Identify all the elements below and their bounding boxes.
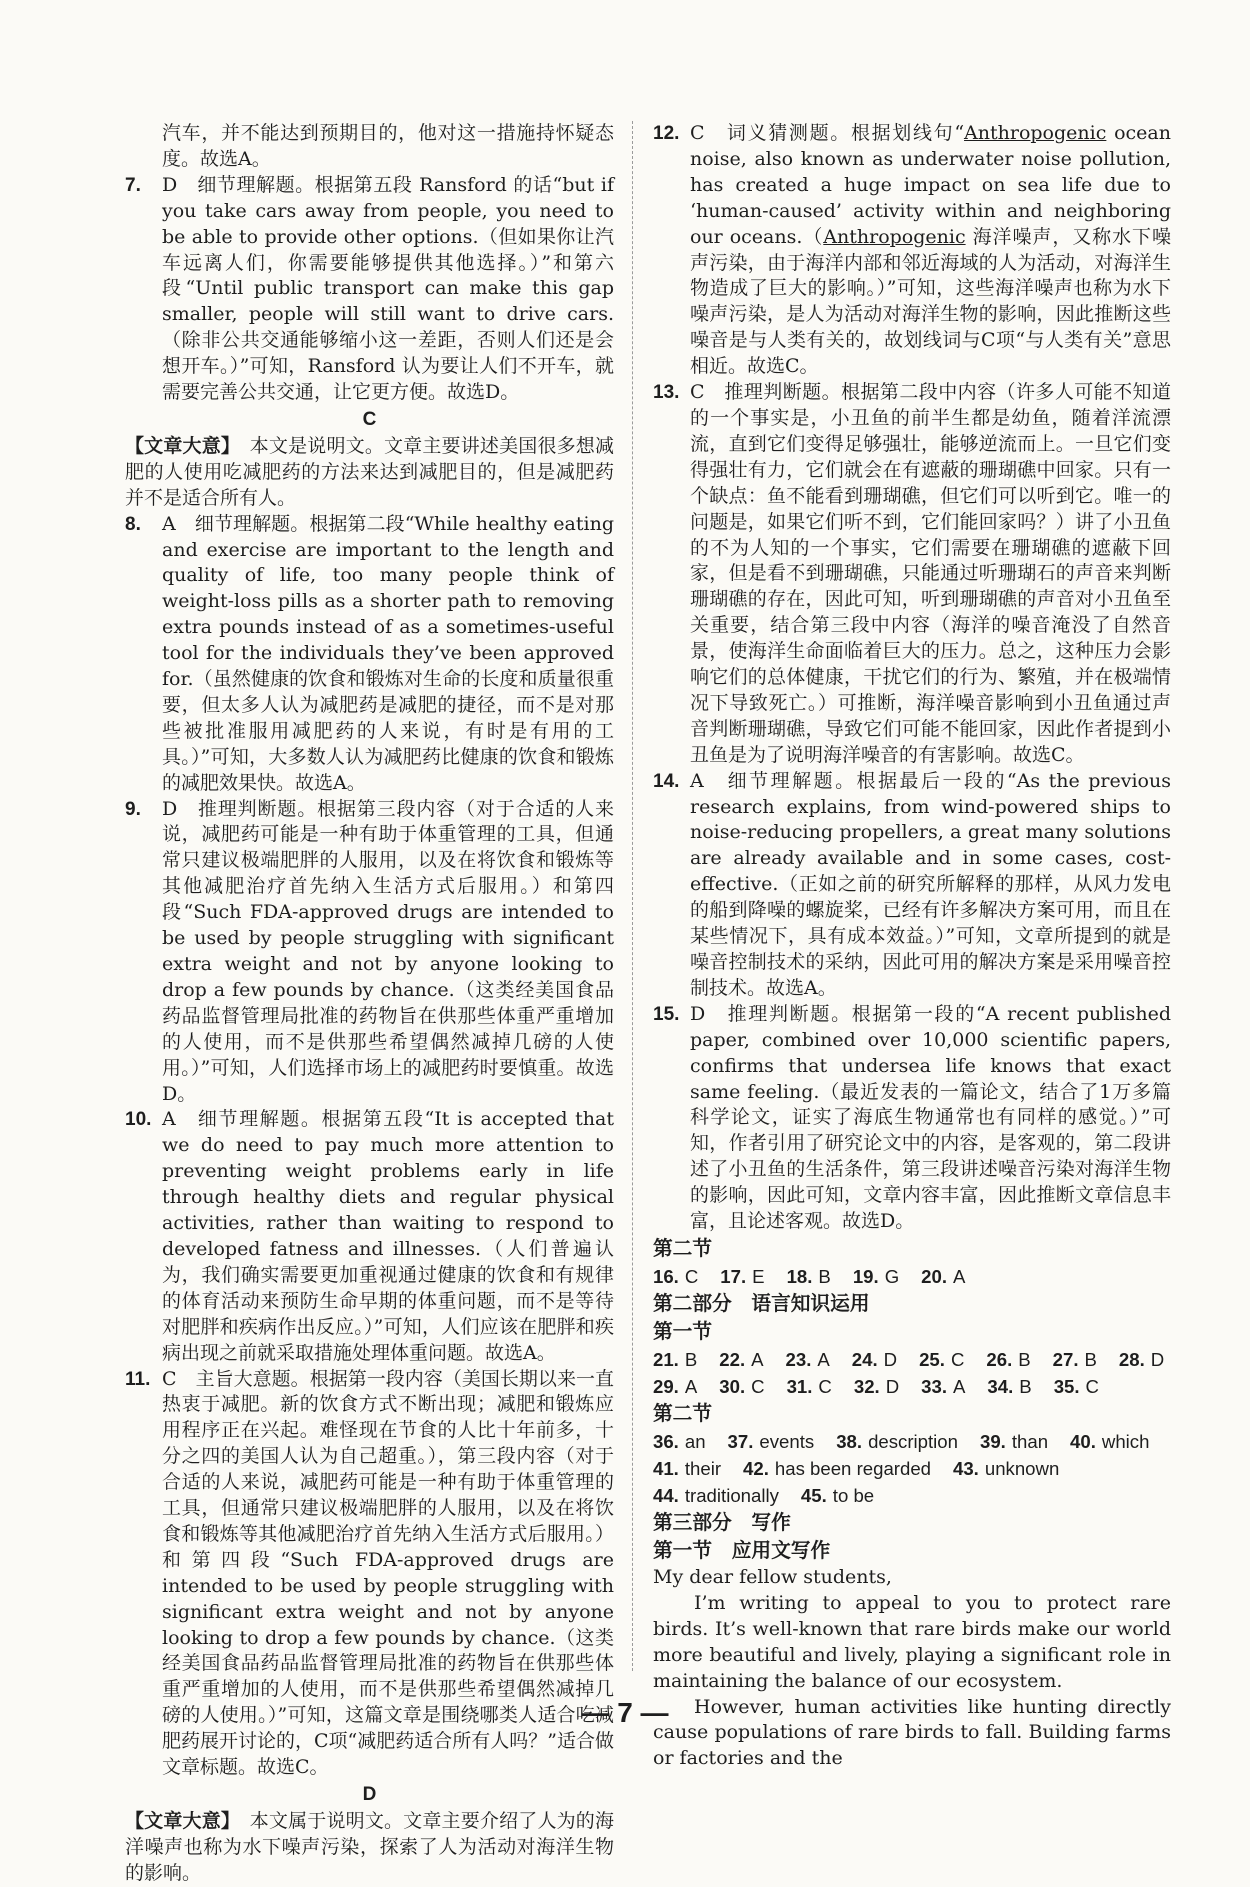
question-number: 8. — [125, 513, 141, 535]
answer-text: C 推理判断题。根据第二段中内容（许多人可能不知道的一个事实是，小丑鱼的前半生都是幼鱼，随着洋流漂流，直到它们变得足够强壮，能够逆流而上。一旦它们变得强壮有力，它们就会在有遮蔽的珊瑚礁中回家。只有一个缺点：鱼不能看到珊瑚礁，但它们可以听到它。唯一的问题是，如果它们听不到，它们能回家吗？）讲了小丑鱼的不为人知的一个事实，它们需要在珊瑚礁的遮蔽下回家，但是看不到珊瑚礁，只能通过听珊瑚石的声音来判断珊瑚礁的存在，因此可知，听到珊瑚礁的声音对小丑鱼至关重要，结合第三段中内容（海洋的噪音淹没了自然音景，使海洋生命面临着巨大的压力。总之，这种压力会影响它们的总体健康，干扰它们的行为、繁殖，并在极端情况下导致死亡。）可推断，海洋噪音影响到小丑鱼通过声音判断珊瑚礁，导致它们可能不能回家，因此作者提到小丑鱼是为了说明海洋噪音的有害影响。故选C。 — [690, 381, 1171, 766]
part3-title: 第三部分 写作 — [653, 1511, 791, 1534]
answer-number: 27. — [1052, 1348, 1079, 1370]
answer-text: C 主旨大意题。根据第一段内容（美国长期以来一直热衷于减肥。新的饮食方式不断出现；减肥和锻炼应用程序正在兴起。难怪现在节食的人比十年前多，十分之四的美国人认为自己超重。），第三段内容（对于合适的人来说，减肥药可能是一种有助于体重管理的工具，但通常只建议极端肥胖的人服用，以及在将饮食和锻炼等其他减肥治疗首先纳入生活方式后服用。）和第四段“Such FDA-approved drugs are intended to be used by people struggling with significant extra weight and not by anyone looking to drop a few pounds by chance.（这类经美国食品药品监督管理局批准的药物旨在供那些体重严重增加的人使用，而不是供那些希望偶然减掉几磅的人使用。）”可知，这篇文章是围绕哪类人适合吃减肥药展开讨论的，C项“减肥药适合所有人吗？”适合做文章标题。故选C。 — [162, 1367, 614, 1779]
question-number: 14. — [653, 770, 680, 792]
answer-value: C — [751, 1375, 765, 1397]
answer-value: has been regarded — [774, 1457, 931, 1479]
right-column — [653, 121, 1171, 1772]
question-number: 13. — [653, 382, 680, 404]
answer-value: description — [868, 1430, 958, 1452]
answer-number: 37. — [727, 1430, 754, 1452]
answer-number: 26. — [986, 1348, 1013, 1370]
answer-number: 30. — [719, 1375, 746, 1397]
answer-number: 29. — [653, 1375, 679, 1397]
answer-text: D 细节理解题。根据第五段 Ransford 的话“but if you take cars away from people, you need to be able to provide other options.（但如果你让汽车远离人们，你需要能够提供其他选择。）”和第六段“Until public transport can make this gap smaller, people will still want to drive cars.（除非公共交通能够缩小这一差距，否则人们还是会想开车。）”可知，Ransford 认为要让人们不开车，就需要完善公共交通，让它更方便。故选D。 — [162, 173, 614, 404]
underlined-word: Anthropogenic — [964, 122, 1107, 144]
answer-text-post: 海洋噪声，又称水下噪声污染，由于海洋内部和邻近海域的人为活动，对海洋生物造成了巨大的影响。）”可知，这些海洋噪声也称为水下噪声污染，是人为活动对海洋生物的影响，因此推断这些噪音是与人类有关的，故划线词与C项“与人类有关”意思相近。故选C。 — [690, 225, 1171, 378]
question-number: 9. — [125, 798, 141, 820]
answer-value: C — [950, 1348, 965, 1370]
answer-number: 44. — [653, 1484, 679, 1506]
answer-number: 43. — [953, 1457, 979, 1479]
section-heading-c: C — [362, 408, 377, 430]
part2-title: 第二部分 语言知识运用 — [653, 1292, 870, 1315]
answer-text-pre: C 词义猜测题。根据划线句“ — [690, 122, 965, 144]
answer-value: D — [1150, 1348, 1165, 1370]
answer-number: 35. — [1053, 1375, 1080, 1397]
answer-number: 17. — [720, 1265, 747, 1287]
answer-text: D 推理判断题。根据第三段内容（对于合适的人来说，减肥药可能是一种有助于体重管理的工具，但通常只建议极端肥胖的人服用，以及在将饮食和锻炼等其他减肥治疗首先纳入生活方式后服用。）和第四段“Such FDA-approved drugs are intended to be used by people struggling with significant extra weight and not by anyone looking to drop a few pounds by chance.（这类经美国食品药品监督管理局批准的药物旨在供那些体重严重增加的人使用，而不是供那些希望偶然减掉几磅的人使用。）”可知，人们选择市场上的减肥药时要慎重。故选D。 — [162, 797, 614, 1105]
answer-number: 18. — [786, 1265, 813, 1287]
answer-7 — [125, 173, 614, 406]
answer-number: 45. — [800, 1484, 827, 1506]
question-number: 7. — [125, 174, 141, 196]
summary-tag: 【文章大意】 — [125, 434, 231, 457]
answer-row — [653, 1482, 1171, 1509]
answer-value: traditionally — [684, 1484, 779, 1506]
answer-number: 19. — [852, 1265, 879, 1287]
question-number: 10. — [125, 1109, 152, 1131]
answer-number: 41. — [653, 1457, 679, 1479]
answer-value: E — [752, 1265, 765, 1287]
answer-value: to be — [832, 1484, 875, 1506]
answer-value: D — [883, 1348, 898, 1370]
answer-text: A 细节理解题。根据最后一段的“As the previous research explains, from wind-powered ships to noise-reducing propellers, a great many solutions are already available and in some cases, cost-effective.（正如之前的研究所解释的那样，从风力发电的船到降噪的螺旋桨，已经有许多解决方案可用，而且在某些情况下，具有成本效益。）”可知，文章所提到的就是噪音控制技术的采纳，因此可用的解决方案是采用噪音控制技术。故选A。 — [690, 769, 1171, 999]
answer-15 — [653, 1002, 1171, 1235]
answer-number: 22. — [719, 1348, 746, 1370]
column-divider — [632, 121, 633, 1671]
answer-row — [653, 1346, 1171, 1373]
page-number: — 7 — — [581, 1697, 669, 1728]
answer-number: 33. — [921, 1375, 948, 1397]
answer-14 — [653, 769, 1171, 1002]
answer-number: 28. — [1118, 1348, 1145, 1370]
answer-12 — [653, 121, 1171, 380]
answer-value: D — [885, 1375, 900, 1397]
answer-number: 31. — [786, 1375, 813, 1397]
answer-text: A 细节理解题。根据第五段“It is accepted that we do need to pay much more attention to preventing weight problems early in life through healthy diets and regular physical activities, rather than waiting to respond to developed fatness and illnesses.（人们普遍认为，我们确实需要更加重视通过健康的饮食和有规律的体育活动来预防生命早期的体重问题，而不是等待对肥胖和疾病作出反应。）”可知，人们应该在肥胖和疾病出现之前就采取措施处理体重问题。故选A。 — [162, 1108, 614, 1364]
answer-value: which — [1101, 1430, 1150, 1452]
left-column — [125, 121, 614, 1887]
answer-row — [653, 1263, 1171, 1290]
summary-tag: 【文章大意】 — [125, 1809, 231, 1832]
continued-text: 汽车，并不能达到预期目的，他对这一措施持怀疑态度。故选A。 — [162, 122, 614, 170]
answer-value: than — [1011, 1430, 1049, 1452]
answer-number: 24. — [851, 1348, 878, 1370]
answer-row — [653, 1455, 1171, 1482]
section-heading-d: D — [362, 1784, 377, 1805]
answer-number: 34. — [987, 1375, 1014, 1397]
answer-number: 20. — [921, 1265, 948, 1287]
answer-10 — [125, 1107, 614, 1366]
answer-row — [653, 1373, 1171, 1400]
answer-value: A — [953, 1265, 966, 1287]
answer-value: C — [1085, 1375, 1099, 1397]
answer-value: B — [818, 1265, 831, 1287]
answer-number: 39. — [979, 1430, 1006, 1452]
part1-section2-heading: 第二节 — [653, 1237, 713, 1260]
letter-salutation: My dear fellow students, — [653, 1565, 892, 1588]
answer-value: an — [684, 1430, 706, 1452]
answer-value: B — [1084, 1348, 1097, 1370]
answer-value: events — [759, 1430, 815, 1452]
summary-text: 本文是说明文。文章主要讲述美国很多想减肥的人使用吃减肥药的方法来达到减肥目的，但是减肥药并不是适合所有人。 — [125, 434, 614, 509]
part3-section1-heading: 第一节 应用文写作 — [653, 1539, 831, 1562]
answer-9 — [125, 797, 614, 1108]
answer-number: 32. — [853, 1375, 880, 1397]
letter-paragraph: I’m writing to appeal to you to protect rare birds. It’s well-known that rare birds make our world more beautiful and lively, playing a significant role in maintaining the balance of our ecosystem. — [653, 1591, 1171, 1692]
article-summary-c — [125, 434, 614, 512]
answer-value: unknown — [984, 1457, 1060, 1479]
answer-8 — [125, 512, 614, 797]
answer-number: 42. — [743, 1457, 769, 1479]
answer-value: G — [884, 1265, 900, 1287]
question-number: 11. — [125, 1368, 151, 1390]
answer-text: D 推理判断题。根据第一段的“A recent published paper, combined over 10,000 scientific papers, confirms that undersea life knows that exact same feeling.（最近发表的一篇论文，结合了1万多篇科学论文，证实了海底生物通常也有同样的感觉。）”可知，作者引用了研究论文中的内容，是客观的，第二段讲述了小丑鱼的生活条件，第三段讲述噪音污染对海洋生物的影响，因此可知，文章内容丰富，因此推断文章信息丰富，且论述客观。故选D。 — [690, 1002, 1171, 1233]
answer-number: 38. — [836, 1430, 863, 1452]
answer-value: B — [684, 1348, 698, 1370]
summary-text: 本文属于说明文。文章主要介绍了人为的海洋噪声也称为水下噪声污染，探索了人为活动对海洋生物的影响。 — [125, 1809, 614, 1884]
letter-paragraph: However, human activities like hunting directly cause populations of rare birds to fall. Building farms or factories and the — [653, 1695, 1171, 1770]
article-summary-d — [125, 1809, 614, 1887]
answer-value: A — [684, 1375, 698, 1397]
answer-text: A 细节理解题。根据第二段“While healthy eating and exercise are important to the length and quality of life, too many people think of weight-loss pills as a shorter path to removing extra pounds instead of as a sometimes-useful tool for the individuals they’ve been approved for.（虽然健康的饮食和锻炼对生命的长度和质量很重要，但太多人认为减肥药是减肥的捷径，而不是对那些被批准服用减肥药的人来说，有时是有用的工具。）”可知，大多数人认为减肥药比健康的饮食和锻炼的减肥效果快。故选A。 — [162, 512, 614, 794]
answer-number: 36. — [653, 1430, 679, 1452]
answer-value: A — [817, 1348, 830, 1370]
answer-13 — [653, 380, 1171, 769]
underlined-word: Anthropogenic — [823, 225, 966, 248]
answer-value: A — [953, 1375, 966, 1397]
answer-value: A — [751, 1348, 764, 1370]
answer-number: 21. — [653, 1348, 679, 1370]
answer-text-mid: ocean noise, also known as underwater noise pollution, has created a huge impact on sea life due to ‘human-caused’ activity within and neighboring our oceans.（ — [690, 122, 1171, 248]
answer-number: 25. — [919, 1348, 945, 1370]
part2-section2-heading: 第二节 — [653, 1402, 713, 1425]
answer-value: C — [818, 1375, 832, 1397]
answer-number: 23. — [785, 1348, 812, 1370]
answer-value: their — [684, 1457, 722, 1479]
answer-number: 40. — [1070, 1430, 1096, 1452]
answer-row — [653, 1428, 1171, 1455]
answer-number: 16. — [653, 1265, 679, 1287]
question-number: 15. — [653, 1003, 680, 1025]
part2-section1-heading: 第一节 — [653, 1320, 713, 1343]
question-number: 12. — [653, 123, 680, 144]
answer-value: B — [1018, 1348, 1031, 1370]
answer-value: C — [684, 1265, 699, 1287]
answer-value: B — [1019, 1375, 1032, 1397]
